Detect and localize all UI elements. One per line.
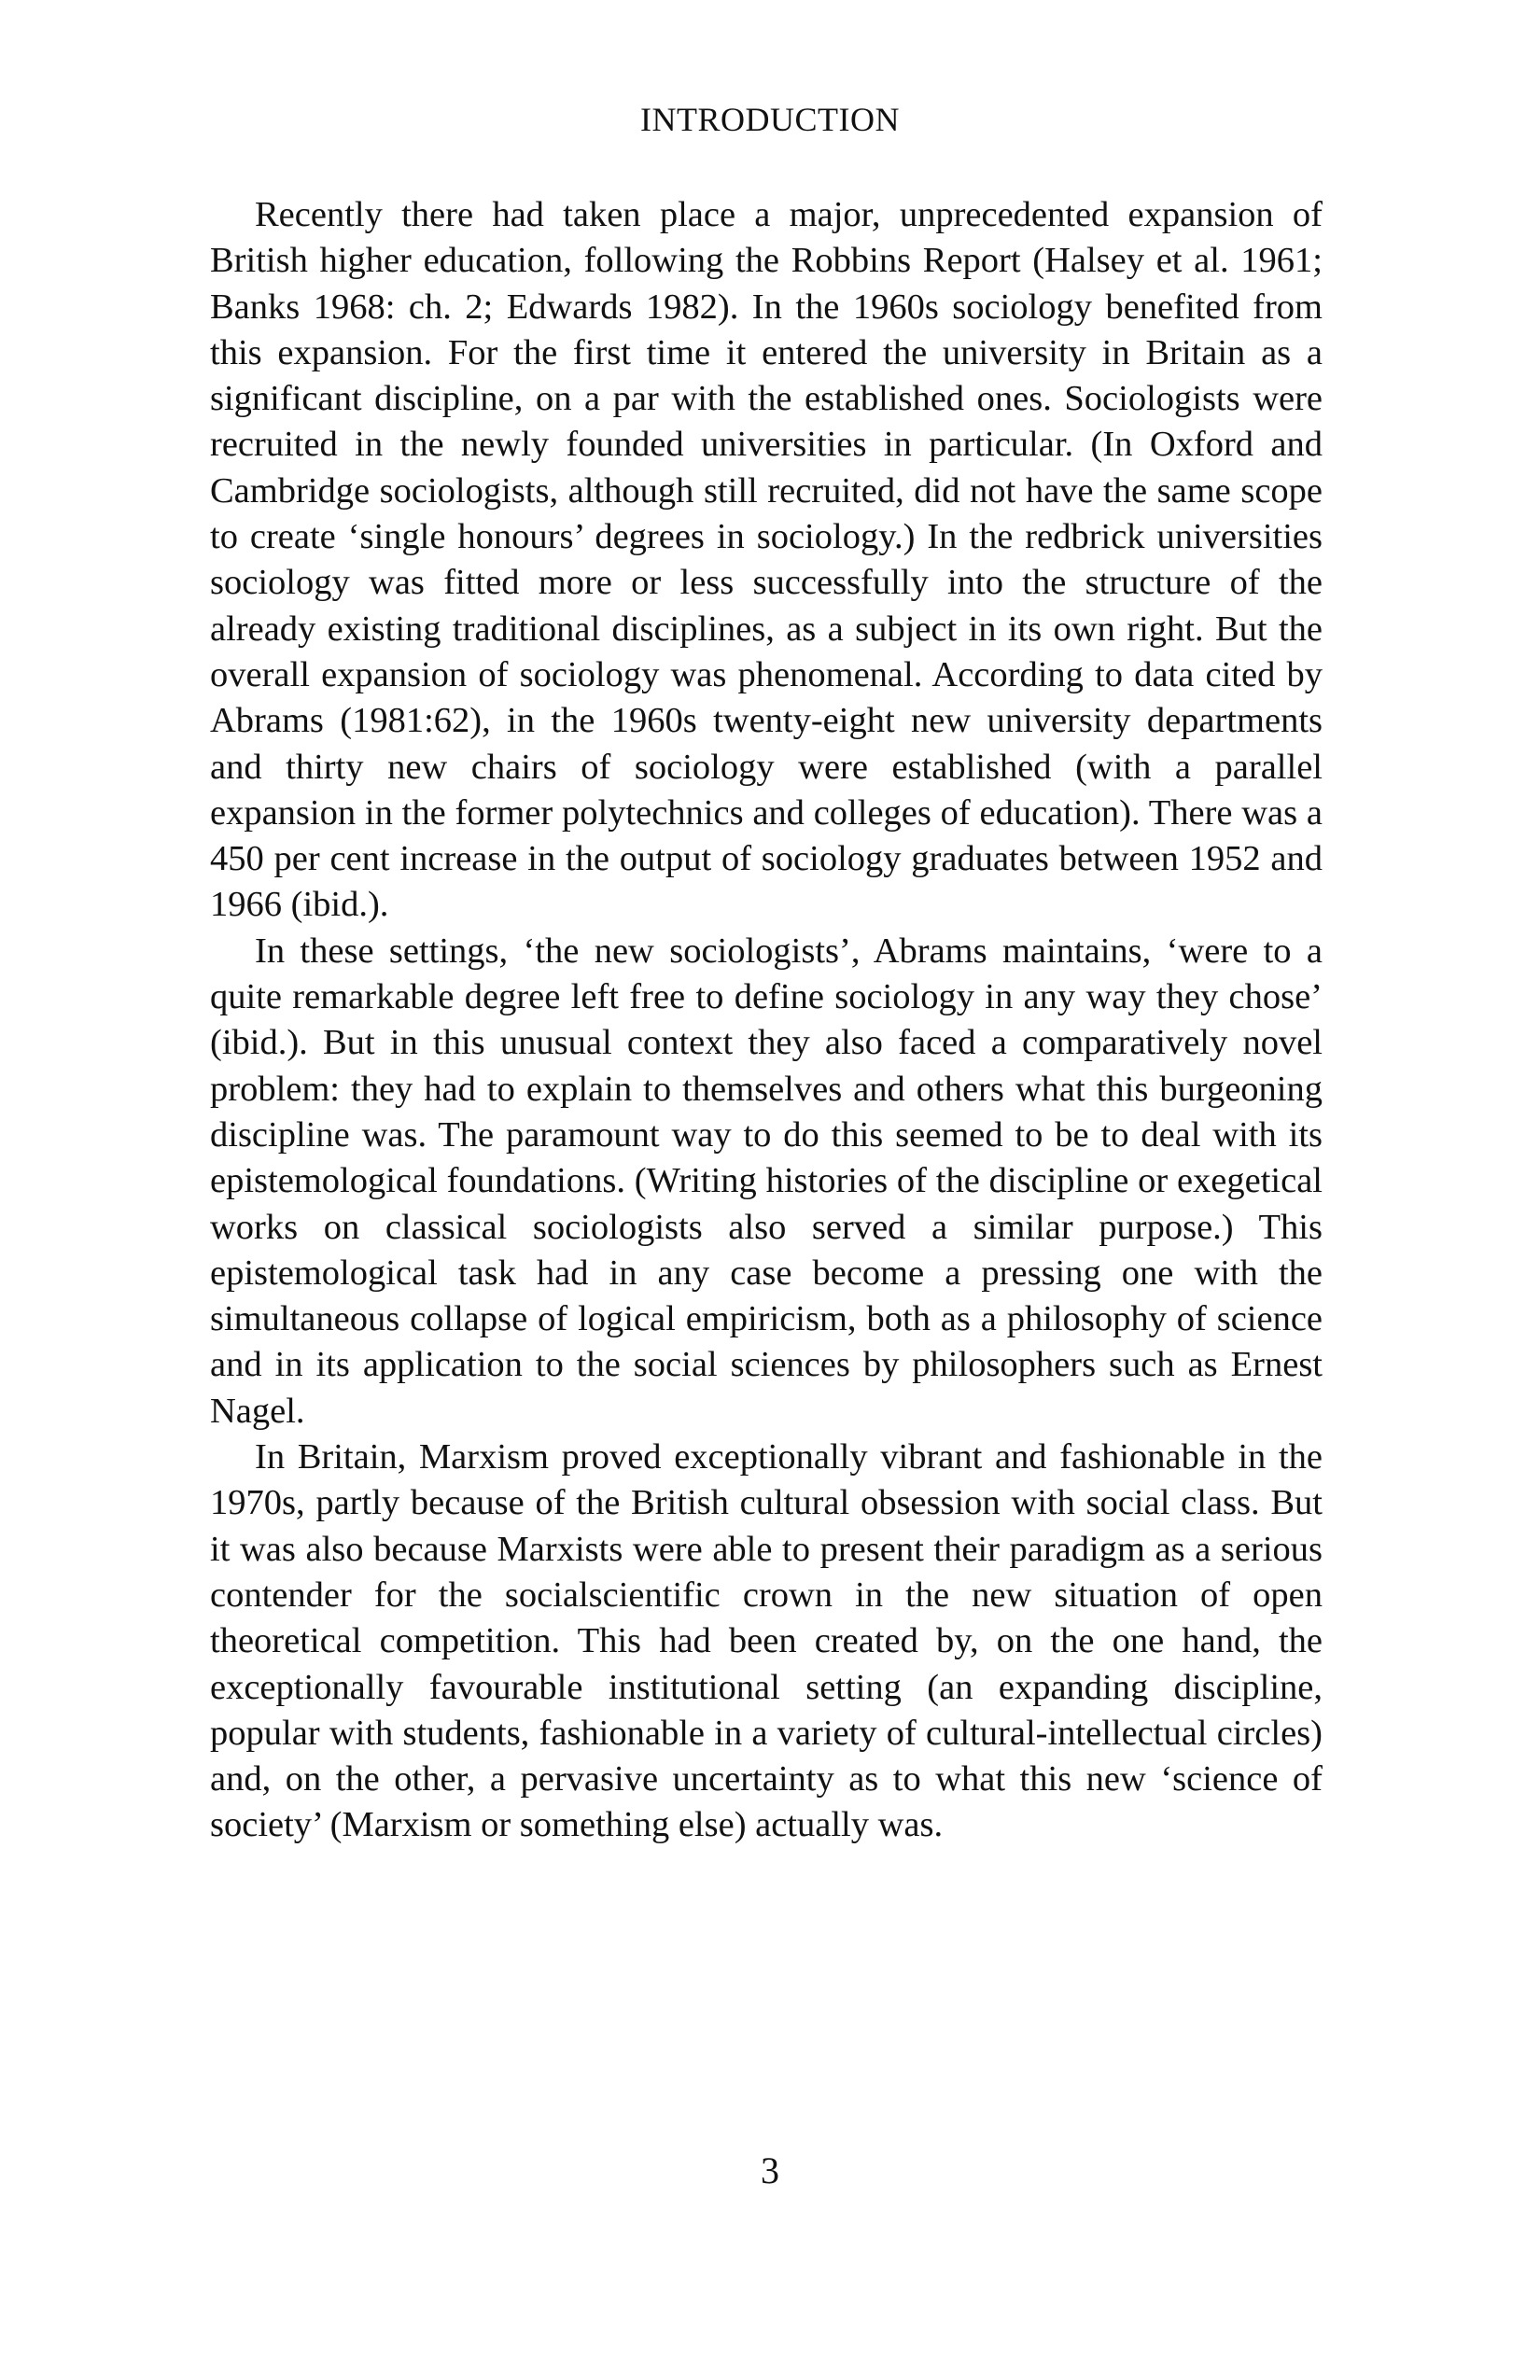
paragraph-3: In Britain, Marxism proved exceptionally vibrant and fashionable in the 1970s, partly because of the British cultural obsession with social class. But it was also because Marxists were able to present their paradigm as a serious contender for the socialscientific crown in the new situation of open theoretical competition. This had been created by, on the one hand, the exceptionally favourable institutional setting (an expanding discipline, popular with students, fashionable in a variety of cultural-intellectual circles) and, on the other, a pervasive uncertainty as to what this new ‘science of society’ (Marxism or something else) actually was. [210,1437,1323,1845]
page-number: 3 [761,2149,779,2191]
body-text [210,192,1323,1849]
running-head: INTRODUCTION [640,101,900,138]
paragraph-2: In these settings, ‘the new sociologists’, Abrams maintains, ‘were to a quite remarkable degree left free to define sociology in any way they chose’ (ibid.). But in this unusual context they also faced a comparatively novel problem: they had to explain to themselves and others what this burgeoning discipline was. The paramount way to do this seemed to be to deal with its epistemological foundations. (Writing histories of the discipline or exegetical works on classical sociologists also served a similar purpose.) This epistemological task had in any case become a pressing one with the simultaneous collapse of logical empiricism, both as a philosophy of science and in its application to the social sciences by philosophers such as Ernest Nagel. [210,931,1323,1431]
paragraph-1: Recently there had taken place a major, unprecedented expansion of British higher education, following the Robbins Report (Halsey et al. 1961; Banks 1968: ch. 2; Edwards 1982). In the 1960s sociology benefited from this expansion. For the first time it entered the university in Britain as a significant discipline, on a par with the established ones. Sociologists were recruited in the newly founded universities in particular. (In Oxford and Cambridge sociologists, although still recruited, did not have the same scope to create ‘single honours’ degrees in sociology.) In the redbrick universities sociology was fitted more or less successfully into the structure of the already existing traditional disciplines, as a subject in its own right. But the overall expansion of sociology was phenomenal. According to data cited by Abrams (1981:62), in the 1960s twenty-eight new university departments and thirty new chairs of sociology were established (with a parallel expansion in the former polytechnics and colleges of education). There was a 450 per cent increase in the output of sociology graduates between 1952 and 1966 (ibid.). [210,195,1323,925]
